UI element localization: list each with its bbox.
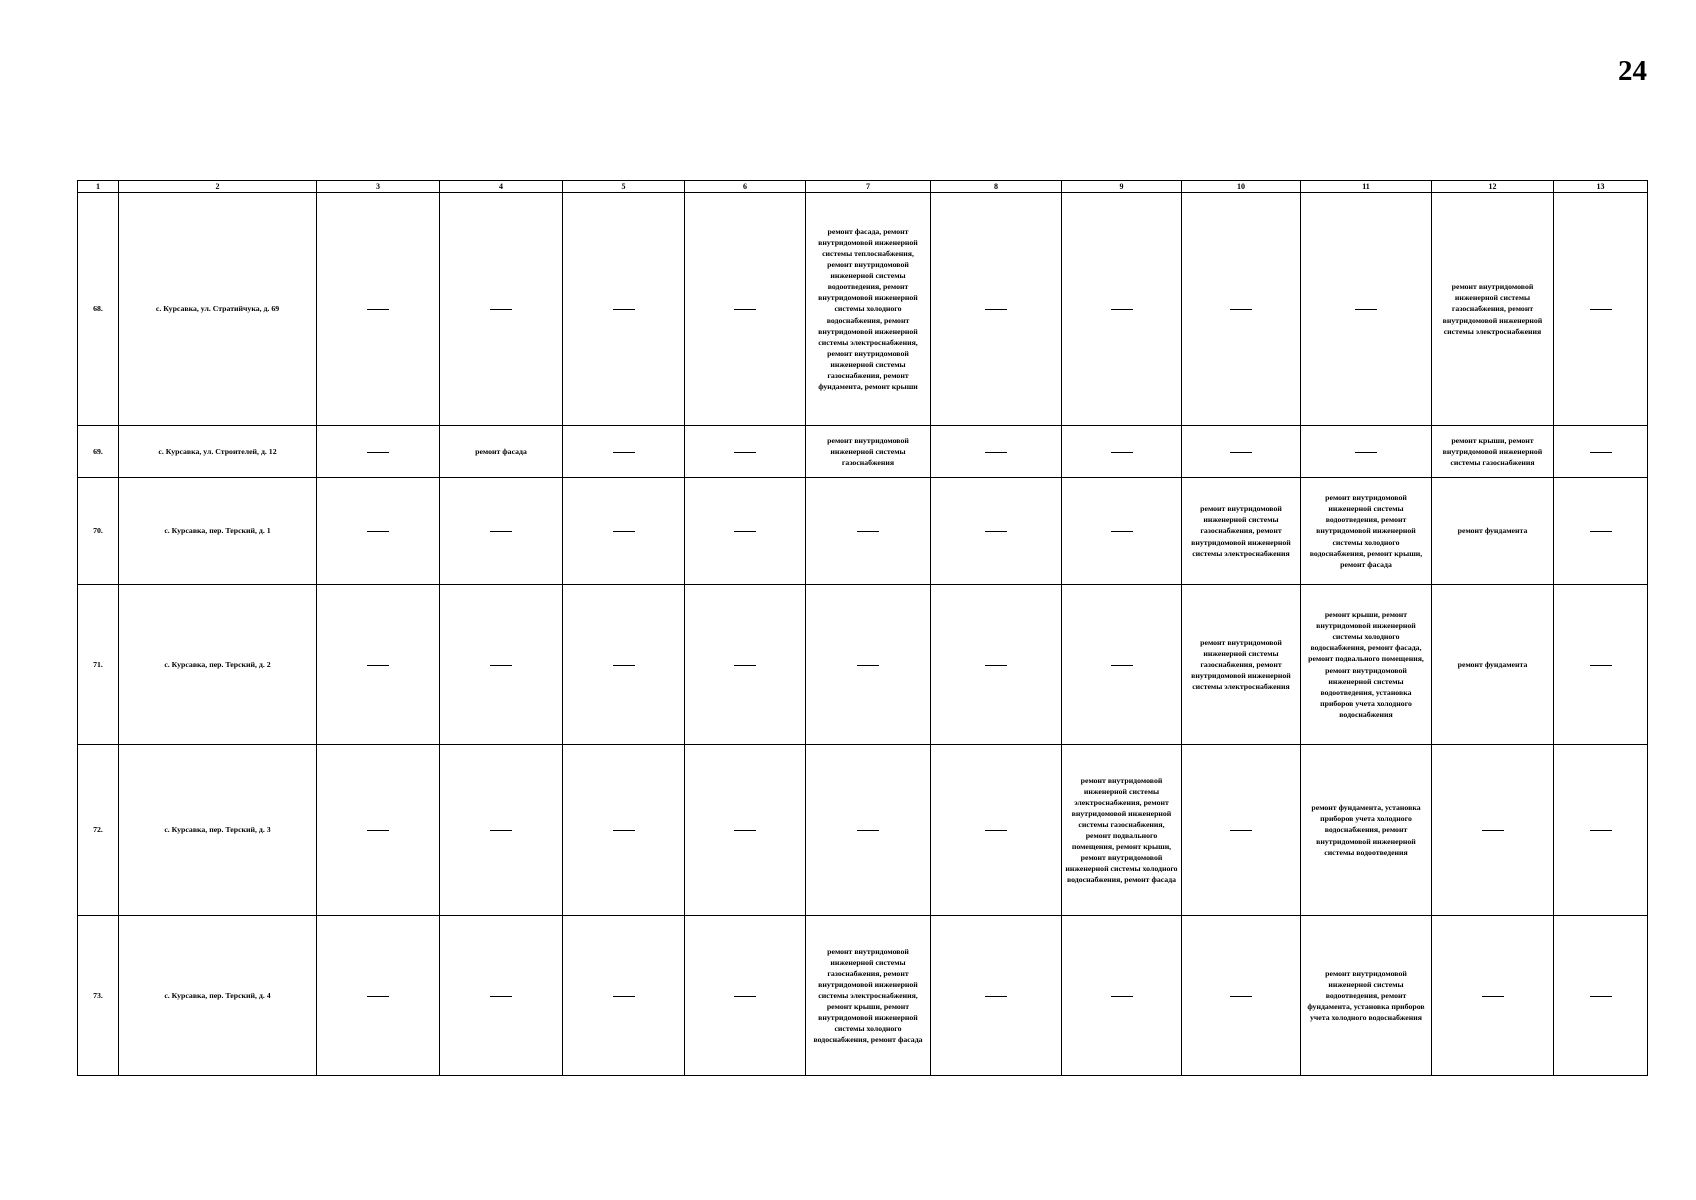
empty-dash-cell [1062,193,1182,426]
empty-dash-cell [440,745,563,916]
empty-dash-cell [440,916,563,1076]
table-row [78,478,1648,585]
work-type-cell: ремонт фундамента [1432,478,1554,585]
empty-dash-cell [931,585,1062,745]
table-row [78,426,1648,478]
work-type-cell: ремонт внутридомовой инженерной системы газоснабжения, ремонт внутридомовой инженерной системы электроснабжения, ремонт крыши, ремонт внутридомовой инженерной системы холодного водоснабжения, ремонт фасада [806,916,931,1076]
dash-mark [1482,996,1504,997]
column-number-header-row [78,181,1648,193]
empty-dash-cell [806,745,931,916]
dash-mark [490,830,512,831]
empty-dash-cell [1554,478,1648,585]
dash-mark [985,531,1007,532]
work-type-cell: ремонт внутридомовой инженерной системы водоотведения, ремонт фундамента, установка приборов учета холодного водоснабжения [1301,916,1432,1076]
empty-dash-cell [931,745,1062,916]
empty-dash-cell [1432,745,1554,916]
dash-mark [367,452,389,453]
empty-dash-cell [1554,193,1648,426]
dash-mark [734,452,756,453]
empty-dash-cell [931,193,1062,426]
work-type-cell: ремонт внутридомовой инженерной системы газоснабжения, ремонт внутридомовой инженерной системы электроснабжения [1182,478,1301,585]
work-type-cell: ремонт внутридомовой инженерной системы электроснабжения, ремонт внутридомовой инженерной системы газоснабжения, ремонт подвального помещения, ремонт крыши, ремонт внутридомовой инженерной системы холодного водоснабжения, ремонт фасада [1062,745,1182,916]
dash-mark [985,452,1007,453]
work-type-cell: ремонт внутридомовой инженерной системы газоснабжения, ремонт внутридомовой инженерной системы электроснабжения [1432,193,1554,426]
work-type-cell: ремонт фундамента, установка приборов учета холодного водоснабжения, ремонт внутридомовой инженерной системы водоотведения [1301,745,1432,916]
address-cell: с. Курсавка, пер. Терский, д. 4 [119,916,317,1076]
dash-mark [367,996,389,997]
dash-mark [1590,452,1612,453]
empty-dash-cell [1182,426,1301,478]
empty-dash-cell [1554,426,1648,478]
dash-mark [1111,996,1133,997]
dash-mark [1111,452,1133,453]
column-header: 6 [685,181,806,193]
dash-mark [1482,830,1504,831]
empty-dash-cell [317,745,440,916]
column-header: 11 [1301,181,1432,193]
empty-dash-cell [317,478,440,585]
address-cell: с. Курсавка, пер. Терский, д. 2 [119,585,317,745]
dash-mark [490,531,512,532]
empty-dash-cell [806,478,931,585]
address-cell: с. Курсавка, пер. Терский, д. 3 [119,745,317,916]
dash-mark [1230,830,1252,831]
column-header: 4 [440,181,563,193]
dash-mark [1355,452,1377,453]
dash-mark [1111,665,1133,666]
dash-mark [490,665,512,666]
table-row [78,193,1648,426]
dash-mark [367,531,389,532]
empty-dash-cell [685,585,806,745]
empty-dash-cell [1182,745,1301,916]
work-type-cell: ремонт внутридомовой инженерной системы газоснабжения, ремонт внутридомовой инженерной системы электроснабжения [1182,585,1301,745]
work-type-cell: ремонт фасада, ремонт внутридомовой инженерной системы теплоснабжения, ремонт внутридомовой инженерной системы водоотведения, ремонт внутридомовой инженерной системы холодного водоснабжения, ремонт внутридомовой инженерной системы электроснабжения, ремонт внутридомовой инженерной системы газоснабжения, ремонт фундамента, ремонт крыши [806,193,931,426]
row-number: 70. [78,478,119,585]
empty-dash-cell [1554,585,1648,745]
empty-dash-cell [440,478,563,585]
dash-mark [367,309,389,310]
empty-dash-cell [1554,916,1648,1076]
dash-mark [1590,309,1612,310]
empty-dash-cell [317,193,440,426]
empty-dash-cell [1062,585,1182,745]
empty-dash-cell [1182,916,1301,1076]
empty-dash-cell [806,585,931,745]
empty-dash-cell [685,193,806,426]
dash-mark [613,830,635,831]
dash-mark [734,996,756,997]
address-cell: с. Курсавка, пер. Терский, д. 1 [119,478,317,585]
work-type-cell: ремонт крыши, ремонт внутридомовой инженерной системы холодного водоснабжения, ремонт фасада, ремонт подвального помещения, ремонт внутридомовой инженерной системы водоотведения, установка приборов учета холодного водоснабжения [1301,585,1432,745]
column-header: 1 [78,181,119,193]
row-number: 72. [78,745,119,916]
repair-schedule-table [77,180,1648,1076]
dash-mark [1590,665,1612,666]
column-header: 10 [1182,181,1301,193]
empty-dash-cell [1432,916,1554,1076]
column-header: 7 [806,181,931,193]
dash-mark [857,531,879,532]
work-type-cell: ремонт фундамента [1432,585,1554,745]
column-header: 2 [119,181,317,193]
empty-dash-cell [1554,745,1648,916]
dash-mark [1590,830,1612,831]
empty-dash-cell [685,478,806,585]
dash-mark [490,996,512,997]
table-row [78,585,1648,745]
empty-dash-cell [440,585,563,745]
dash-mark [613,996,635,997]
dash-mark [734,830,756,831]
empty-dash-cell [563,426,685,478]
dash-mark [985,665,1007,666]
work-type-cell: ремонт внутридомовой инженерной системы газоснабжения [806,426,931,478]
dash-mark [1230,996,1252,997]
dash-mark [1355,309,1377,310]
empty-dash-cell [563,916,685,1076]
work-type-cell: ремонт крыши, ремонт внутридомовой инженерной системы газоснабжения [1432,426,1554,478]
dash-mark [985,830,1007,831]
dash-mark [985,996,1007,997]
dash-mark [613,665,635,666]
dash-mark [613,452,635,453]
dash-mark [857,665,879,666]
empty-dash-cell [1301,193,1432,426]
column-header: 3 [317,181,440,193]
dash-mark [367,830,389,831]
row-number: 73. [78,916,119,1076]
empty-dash-cell [317,585,440,745]
table-row [78,916,1648,1076]
work-type-cell: ремонт фасада [440,426,563,478]
dash-mark [613,309,635,310]
empty-dash-cell [563,478,685,585]
row-number: 69. [78,426,119,478]
dash-mark [734,531,756,532]
dash-mark [1111,531,1133,532]
empty-dash-cell [563,193,685,426]
dash-mark [1230,452,1252,453]
dash-mark [1230,309,1252,310]
dash-mark [857,830,879,831]
dash-mark [490,309,512,310]
dash-mark [1111,309,1133,310]
empty-dash-cell [685,916,806,1076]
empty-dash-cell [685,426,806,478]
empty-dash-cell [1062,478,1182,585]
column-header: 5 [563,181,685,193]
empty-dash-cell [440,193,563,426]
row-number: 68. [78,193,119,426]
dash-mark [1590,996,1612,997]
empty-dash-cell [1062,426,1182,478]
dash-mark [985,309,1007,310]
empty-dash-cell [685,745,806,916]
column-header: 8 [931,181,1062,193]
dash-mark [734,665,756,666]
dash-mark [613,531,635,532]
dash-mark [734,309,756,310]
empty-dash-cell [931,478,1062,585]
page-number: 24 [1618,55,1647,87]
work-type-cell: ремонт внутридомовой инженерной системы водоотведения, ремонт внутридомовой инженерной системы холодного водоснабжения, ремонт крыши, ремонт фасада [1301,478,1432,585]
dash-mark [1590,531,1612,532]
empty-dash-cell [317,916,440,1076]
column-header: 9 [1062,181,1182,193]
empty-dash-cell [1301,426,1432,478]
empty-dash-cell [1182,193,1301,426]
empty-dash-cell [563,585,685,745]
table-row [78,745,1648,916]
column-header: 12 [1432,181,1554,193]
empty-dash-cell [563,745,685,916]
empty-dash-cell [317,426,440,478]
row-number: 71. [78,585,119,745]
address-cell: с. Курсавка, ул. Строителей, д. 12 [119,426,317,478]
empty-dash-cell [931,916,1062,1076]
empty-dash-cell [931,426,1062,478]
dash-mark [367,665,389,666]
column-header: 13 [1554,181,1648,193]
address-cell: с. Курсавка, ул. Стратийчука, д. 69 [119,193,317,426]
empty-dash-cell [1062,916,1182,1076]
